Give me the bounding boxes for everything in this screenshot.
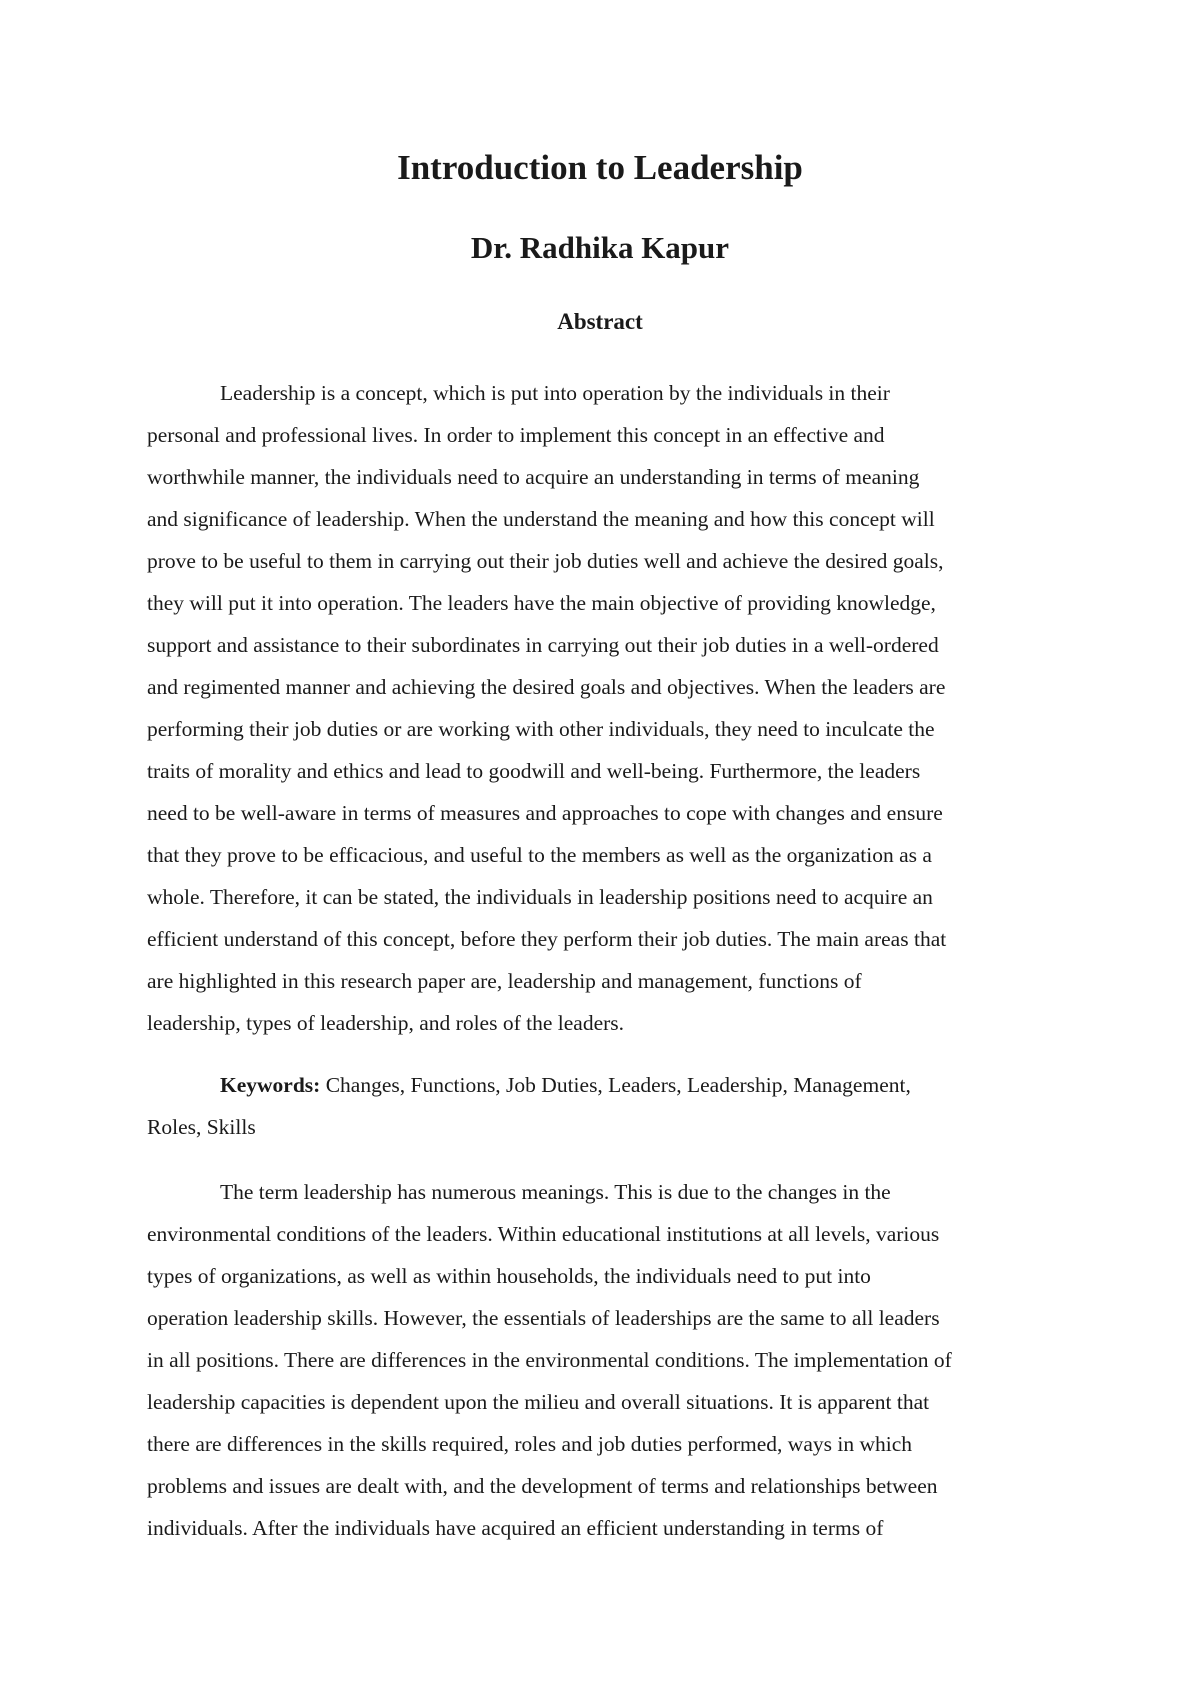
text-line: Leadership is a concept, which is put into operation by the individuals in their: [220, 381, 890, 405]
text-line: personal and professional lives. In order to implement this concept in an effective and: [147, 423, 885, 447]
text-line: there are differences in the skills required, roles and job duties performed, ways in which: [147, 1432, 912, 1456]
text-line: leadership, types of leadership, and roles of the leaders.: [147, 1011, 625, 1035]
keywords-line: [147, 1064, 1057, 1106]
text-line: prove to be useful to them in carrying out their job duties well and achieve the desired goals,: [147, 549, 944, 573]
text-line: environmental conditions of the leaders. Within educational institutions at all levels, various: [147, 1222, 940, 1246]
keywords-list: Changes, Functions, Job Duties, Leaders, Leadership, Management,: [320, 1073, 911, 1097]
keywords-list-continued: Roles, Skills: [147, 1115, 256, 1139]
text-line: and regimented manner and achieving the desired goals and objectives. When the leaders are: [147, 675, 946, 699]
paper-title: Introduction to Leadership: [397, 148, 803, 187]
text-line: they will put it into operation. The leaders have the main objective of providing knowledge,: [147, 591, 936, 615]
text-line: performing their job duties or are working with other individuals, they need to inculcate the: [147, 717, 935, 741]
keywords-paragraph: [147, 1064, 1057, 1148]
text-line: and significance of leadership. When the understand the meaning and how this concept will: [147, 507, 935, 531]
text-line: The term leadership has numerous meanings. This is due to the changes in the: [220, 1180, 891, 1204]
text-line: individuals. After the individuals have acquired an efficient understanding in terms of: [147, 1516, 884, 1540]
introduction-paragraph: [147, 1171, 1057, 1549]
abstract-paragraph: [147, 372, 1057, 1044]
text-line: types of organizations, as well as within households, the individuals need to put into: [147, 1264, 871, 1288]
text-line: efficient understand of this concept, before they perform their job duties. The main areas that: [147, 927, 947, 951]
text-line: problems and issues are dealt with, and the development of terms and relationships between: [147, 1474, 938, 1498]
author-name: Dr. Radhika Kapur: [470, 230, 730, 265]
text-line: traits of morality and ethics and lead to goodwill and well-being. Furthermore, the leaders: [147, 759, 921, 783]
keywords-label: Keywords:: [220, 1073, 321, 1097]
text-line: operation leadership skills. However, the essentials of leaderships are the same to all leaders: [147, 1306, 940, 1330]
text-line: whole. Therefore, it can be stated, the individuals in leadership positions need to acquire an: [147, 885, 933, 909]
text-line: need to be well-aware in terms of measures and approaches to cope with changes and ensure: [147, 801, 943, 825]
text-line: are highlighted in this research paper are, leadership and management, functions of: [147, 969, 862, 993]
text-line: worthwhile manner, the individuals need to acquire an understanding in terms of meaning: [147, 465, 920, 489]
text-line: support and assistance to their subordinates in carrying out their job duties in a well-ordered: [147, 633, 939, 657]
text-line: leadership capacities is dependent upon the milieu and overall situations. It is apparent that: [147, 1390, 930, 1414]
text-line: that they prove to be efficacious, and useful to the members as well as the organization as a: [147, 843, 932, 867]
text-line: in all positions. There are differences in the environmental conditions. The implementation of: [147, 1348, 952, 1372]
abstract-heading: Abstract: [557, 309, 643, 334]
